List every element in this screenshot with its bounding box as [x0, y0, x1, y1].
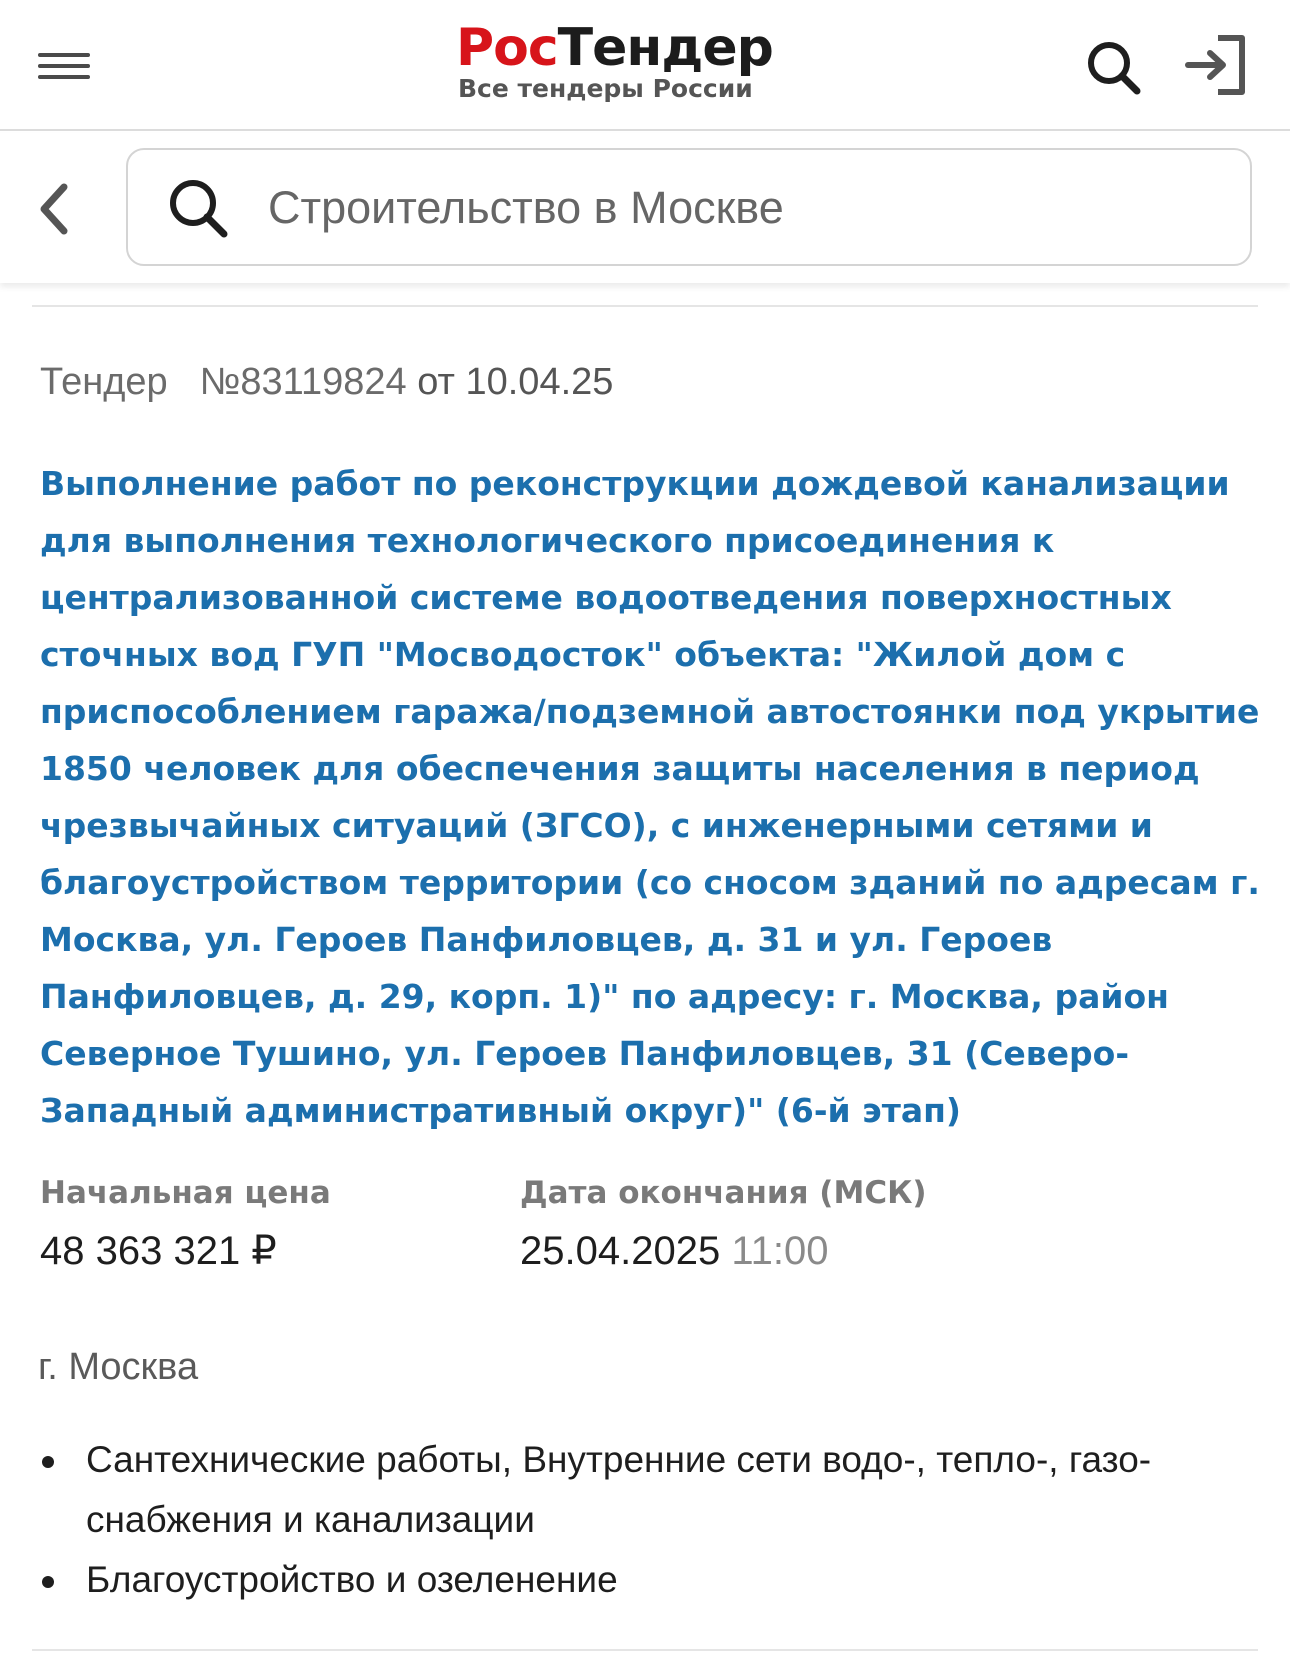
deadline-date: 25.04.2025 — [520, 1229, 721, 1273]
deadline-label: Дата окончания (МСК) — [520, 1175, 927, 1211]
menu-icon[interactable] — [32, 46, 94, 86]
price-value: 48 363 321 ₽ — [40, 1229, 277, 1273]
divider — [32, 305, 1258, 307]
tender-label: Тендер — [40, 361, 168, 403]
tender-title-link[interactable]: Выполнение работ по реконструкции дождевой канализации для выполнения технологического присоединения к централизованной системе водоотведения поверхностных сточных вод ГУП "Мосводосток" объекта: "Жилой дом с приспособлением гаража/подземной автостоянки под укрытие 1850 человек для обеспечения защиты населения в период чрезвычайных ситуаций (ЗГСО), с инженерными сетями и благоустройством территории (со сносом зданий по адресам г. Москва, ул. Героев Панфиловцев, д. 31 и ул. Героев Панфиловцев, д. 29, корп. 1)" по адресу: г. Москва, район Северное Тушино, ул. Героев Панфиловцев, 31 (Северо-Западный административный округ)" (6-й этап) — [40, 464, 1260, 1130]
category-text: Сантехнические работы, Внутренние сети водо-, тепло-, газо-снабжения и канализации — [86, 1439, 1152, 1540]
logo-subtitle: Все тендеры России — [458, 74, 753, 103]
divider — [32, 1649, 1258, 1651]
logo[interactable] — [456, 18, 773, 110]
search-bar-row — [0, 133, 1290, 283]
category-list — [38, 1430, 1268, 1610]
price-label: Начальная цена — [40, 1175, 331, 1211]
deadline-time: 11:00 — [731, 1229, 829, 1273]
tender-number: №83119824 — [199, 361, 407, 403]
category-text: Благоустройство и озеленение — [86, 1559, 618, 1600]
top-header — [0, 0, 1290, 131]
search-box[interactable] — [126, 148, 1252, 266]
bullet-icon — [42, 1456, 54, 1468]
logo-title — [456, 18, 773, 78]
logo-brand-red: Рос — [456, 18, 558, 78]
search-field-icon — [166, 176, 230, 240]
tender-meta — [40, 358, 613, 406]
list-item — [38, 1430, 1268, 1550]
list-item — [38, 1550, 1268, 1610]
deadline-value — [520, 1226, 828, 1276]
region: г. Москва — [38, 1346, 199, 1388]
login-icon[interactable] — [1182, 30, 1252, 100]
bullet-icon — [42, 1576, 54, 1588]
chevron-left-icon[interactable] — [30, 177, 80, 241]
logo-brand-dark: Тендер — [557, 18, 773, 78]
search-input[interactable] — [266, 170, 1216, 246]
search-icon[interactable] — [1084, 38, 1144, 98]
tender-date: от 10.04.25 — [417, 361, 614, 403]
